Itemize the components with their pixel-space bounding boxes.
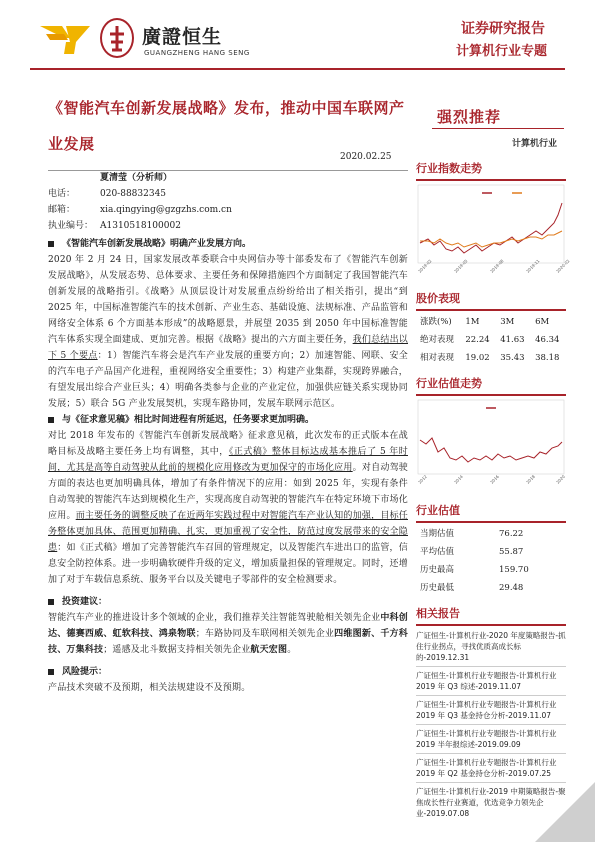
valuation-chart-title: 行业估值走势 (416, 377, 482, 390)
bold-text: 航天宏图 (250, 645, 288, 655)
brand-logo-mark (40, 24, 90, 54)
svg-text:2014: 2014 (453, 473, 464, 485)
header-divider (30, 68, 565, 70)
email-value[interactable]: xia.qingying@gzgzhs.com.cn (100, 205, 232, 215)
list-divider (416, 724, 566, 725)
brand-name: 廣證恒生 (142, 26, 223, 48)
valuation-trend-chart (416, 400, 566, 492)
table-row (416, 579, 566, 597)
table-cell: 历史最高 (420, 565, 455, 575)
list-divider (416, 695, 566, 696)
table-cell: 46.34 (535, 335, 560, 345)
section-rule (416, 309, 566, 311)
bullet-icon (48, 669, 54, 675)
table-row (416, 543, 566, 561)
phone-value: 020-88832345 (100, 189, 167, 199)
index-chart-title: 行业指数走势 (416, 162, 482, 175)
table-cell: 绝对表现 (420, 335, 455, 345)
author-meta-labels (48, 186, 98, 234)
related-report-link[interactable]: 广证恒生-计算机行业专题报告-计算机行业 2019 半年报综述-2019.09.09 (416, 729, 557, 749)
text-run: ；车路协同及车联网相关领先企业 (195, 629, 335, 639)
text-run: 对比 2018 年发布的《智能汽车创新发展战略》征求意见稿，此次发布的正式版本在战略目标及战略主要任务上均有调整，其中， (48, 431, 408, 457)
author-name: 夏清莹（分析师） (100, 173, 173, 183)
svg-text:2019-08: 2019-08 (489, 258, 505, 274)
report-topic: 计算机行业专题 (455, 44, 547, 59)
related-reports-title: 相关报告 (416, 607, 460, 620)
heading-text: 投资建议： (62, 597, 108, 607)
chart-frame (418, 400, 564, 474)
text-run: 。对自动驾驶方面的表达也更加明确具体，增加了有条件情况下的应用：如到 2025 年，实现有条件自动驾驶的智能汽车达到规模化生产，实现高度自动驾驶的智能汽车在特定环境下市场化应用。 (48, 463, 408, 521)
phone-label: 电话： (48, 189, 76, 199)
license-label: 执业编号： (48, 221, 94, 231)
bold-text: 四维图新、千方科技、万集科技 (48, 629, 408, 655)
bullet-icon (48, 599, 54, 605)
related-report-link[interactable]: 广证恒生-计算机行业专题报告-计算机行业 2019 年 Q3 综述-2019.11.07 (416, 671, 557, 691)
index-trend-chart (416, 185, 571, 280)
report-title: 《智能汽车创新发展战略》发布，推动中国车联网产业发展 (48, 99, 405, 153)
body-text (48, 236, 408, 696)
table-row (416, 525, 566, 543)
text-run: ：1）智能汽车将会是汽车产业发展的重要方向；2）加速智能、网联、安全的汽车电子产品国产化进程，重视网络安全重要性；3）构建产业集群，实现跨界融合，有望发展出综合产业巨头；4）明确各类参与企业的产业定位，加强供应链关系实现协同发展；5）联合 5G 产业发展契机，实现车路协同，发展车联网示范区。 (48, 351, 408, 409)
table-cell: 76.22 (499, 529, 524, 539)
svg-text:2016: 2016 (489, 473, 500, 485)
table-cell: 38.18 (535, 353, 560, 363)
svg-text:2020: 2020 (555, 473, 566, 485)
series-computer-line (420, 203, 562, 253)
table-row (416, 349, 566, 367)
table-cell: 159.70 (499, 565, 529, 575)
valuation-table (416, 525, 566, 597)
sidebar (416, 160, 571, 819)
table-cell: 41.63 (500, 335, 525, 345)
text-run: ；遥感及北斗数据支持相关领先企业 (103, 645, 251, 655)
rating-industry: 计算机行业 (512, 139, 558, 149)
paragraph (48, 252, 408, 412)
table-cell: 19.02 (465, 353, 490, 363)
underlined-text: 《正式稿》整体目标达成基本推后了 5 年时间，尤其是高等自动驾驶从此前的规模化应用修改为更加保守的市场化应用 (48, 447, 408, 473)
table-cell: 55.87 (499, 547, 524, 557)
text-run: ：如《正式稿》增加了完善智能汽车召回的管理规定，以及智能汽车进出口的监管，信息安全防控体系。进一步明确软硬件升级的定义，增加质量担保的管理规定。同时，还增加了对于车载信息系统、服务平台以及关键电子零部件的安全检测要求。 (48, 543, 408, 585)
table-cell: 35.43 (500, 353, 525, 363)
table-header-row (416, 313, 566, 331)
text-run: 2020 年 2 月 24 日，国家发展改革委联合中央网信办等十部委发布了《智能汽车创新发展战略》，从发展态势、总体要求、主要任务和保障措施四个方面制定了我国智能汽车创新发展的战略指引。《战略》从顶层设计对发展重点纷纷给出了相关指引，提出“到 2025 年，中国标准智能汽车的技术创新、产业生态、基础设施、法规标准、产品监管和网络安全体系 6 个方面基本形成”的战略愿景，并展望 2035 到 2050 年中国标准智能汽车体系实现全面建成、更加完善。根据《战略》提出的六方面主要任务， (48, 255, 408, 345)
table-header: 3M (500, 317, 515, 327)
report-type: 证券研究报告 (461, 21, 545, 37)
svg-text:2019-11: 2019-11 (525, 258, 541, 274)
related-report-link[interactable]: 广证恒生-计算机行业专题报告-计算机行业 2019 年 Q2 基金持仓分析-2019.07.25 (416, 758, 557, 778)
table-cell: 29.48 (499, 583, 524, 593)
underlined-text: 而主要任务的调整反映了在近两年实践过程中对智能汽车产业认知的加强，目标任务整体更加具体、范围更加精确、扎实，更加重视了安全性，防范过度发展带来的安全隐患 (48, 511, 408, 553)
underlined-text: 我们总结出以下 5 个要点 (48, 335, 408, 361)
page-corner-fold (535, 782, 595, 842)
performance-title: 股价表现 (416, 292, 460, 305)
section-heading (48, 236, 408, 252)
table-cell: 平均估值 (420, 547, 455, 557)
related-report-link[interactable]: 广证恒生-计算机行业-2019 中期策略报告-聚焦成长性行业赛道，优选竞争力领先企业-2019.07.08 (416, 787, 566, 818)
list-divider (416, 753, 566, 754)
email-label: 邮箱： (48, 205, 76, 215)
table-cell: 历史最低 (420, 583, 455, 593)
related-report-link[interactable]: 广证恒生-计算机行业专题报告-计算机行业 2019 年 Q3 基金持仓分析-2019.11.07 (416, 700, 557, 720)
rating-badge: 强烈推荐 (437, 108, 502, 126)
bullet-icon (48, 417, 54, 423)
text-run: 。 (287, 645, 297, 655)
svg-text:2018: 2018 (525, 473, 536, 485)
table-header: 1M (465, 317, 480, 327)
seal-icon (100, 18, 134, 58)
table-row (416, 561, 566, 579)
section-heading (48, 412, 408, 428)
paragraph (48, 428, 408, 588)
chart-frame (418, 185, 564, 263)
svg-text:2019-05: 2019-05 (453, 258, 469, 274)
svg-text:2019-02: 2019-02 (417, 258, 433, 274)
section-rule (416, 624, 566, 626)
table-cell: 相对表现 (420, 353, 455, 363)
section-heading (48, 594, 408, 610)
rating-divider (432, 128, 564, 129)
heading-text: 《智能汽车创新发展战略》明确产业发展方向。 (62, 239, 252, 249)
section-rule (416, 521, 566, 523)
list-divider (416, 666, 566, 667)
report-date: 2020.02.25 (340, 152, 392, 162)
brand-name-en: GUANGZHENG HANG SENG (144, 49, 250, 57)
table-cell: 当期估值 (420, 529, 455, 539)
svg-text:2012: 2012 (417, 473, 428, 485)
table-cell: 22.24 (465, 335, 490, 345)
performance-table (416, 313, 566, 367)
heading-text: 风险提示： (62, 667, 108, 677)
series-pe-line (420, 438, 562, 462)
paragraph (48, 610, 408, 658)
table-header: 涨跌(%) (420, 317, 452, 327)
table-header: 6M (535, 317, 550, 327)
license-value: A1310518100002 (100, 221, 181, 231)
section-rule (416, 179, 566, 181)
valuation-title: 行业估值 (416, 504, 460, 517)
text-run: 智能汽车产业的推进设计多个领域的企业，我们推荐关注智能驾驶舱相关领先企业 (48, 613, 381, 623)
related-report-link[interactable]: 广证恒生-计算机行业-2020 年度策略报告-抓住行业拐点，寻找优质高成长标的-2019.12.31 (416, 631, 566, 662)
paragraph: 产品技术突破不及预期，相关法规建设不及预期。 (48, 683, 251, 693)
bold-text: 中科创达、德赛西威、虹软科技、鸿泉物联 (48, 613, 408, 639)
section-heading (48, 664, 408, 680)
table-row (416, 331, 566, 349)
bullet-icon (48, 241, 54, 247)
author-meta-values (100, 186, 232, 234)
svg-text:2020-02: 2020-02 (555, 258, 571, 274)
heading-text: 与《征求意见稿》相比时间进程有所延迟，任务要求更加明确。 (62, 415, 315, 425)
section-rule (416, 394, 566, 396)
